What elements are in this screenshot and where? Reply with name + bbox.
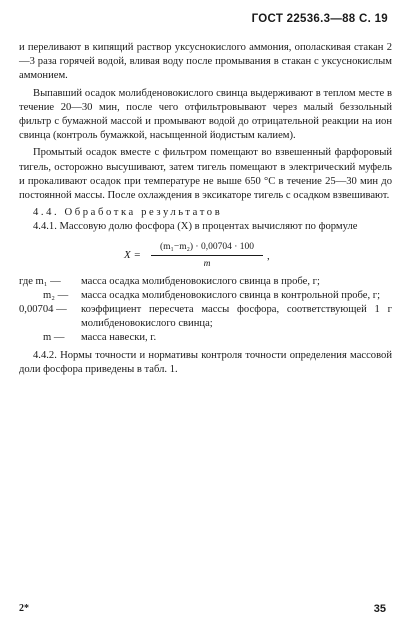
paragraph-formula-intro: 4.4.1. Массовую долю фосфора (X) в процентах вычисляют по формуле [33,221,358,233]
definition-symbol: m₂ — [43,289,69,301]
definitions-list [19,275,392,346]
formula-lhs: X = [124,248,141,261]
definition-symbol: m — [43,332,65,344]
signature-mark: 2* [19,603,29,614]
section-heading [19,206,392,220]
paragraph-continuation: и переливают в кипящий раствор уксуснокислого аммония, ополаскивая стакан 2—3 раза горячей водой, вливая воду после промывания в стакан с уксуснокислым аммонием. [19,42,392,82]
paragraph-precipitate: Выпавший осадок молибденовокислого свинца выдерживают в теплом месте в течение 20—30 мин, после чего отфильтровывают через малый беззольный фильтр с бумажной массой и промывают водой до отрицательной реакции на ион свинца (контроль бумажкой, насыщенной йодистым калием). [19,87,392,142]
definition-symbol: где m₁ — [19,275,61,287]
definition-symbol: 0,00704 — [19,304,67,316]
formula [19,240,392,270]
definition-text: масса осадка молибденовокислого свинца в контрольной пробе, г; [81,289,381,301]
formula-comma: , [267,249,270,262]
page-header: ГОСТ 22536.3—88 С. 19 [251,13,388,25]
page-number: 35 [373,603,386,615]
definition-text: масса осадка молибденовокислого свинца в пробе, г; [81,275,320,287]
paragraph-accuracy-norms: 4.4.2. Нормы точности и нормативы контроля точности определения массовой доли фосфора приведены в табл. 1. [19,349,392,375]
definition-item [19,303,392,331]
definition-item [19,275,392,289]
definition-text: коэффициент пересчета массы фосфора, соответствующей 1 г молибденовокислого свинца; [81,304,392,330]
section-heading-text: 4.4. Обработка результатов [33,207,223,219]
formula-numerator: (m₁−m₂) · 0,00704 · 100 [151,240,263,256]
paragraph-crucible: Промытый осадок вместе с фильтром помещают во взвешенный фарфоровый тигель, осторожно высушивают, затем тигель помещают в электрический муфель и прокаливают осадок при температуре не выше 650 °С в течение 25—30 мин до постоянной массы. После охлаждения в эксикаторе тигель с осадком взвешивают. [19,147,392,202]
page-content [19,41,392,377]
definition-text: масса навески, г. [81,332,157,344]
formula-denominator: m [203,258,211,269]
definition-item [19,331,392,345]
formula-fraction [151,240,263,271]
definition-item [19,289,392,303]
